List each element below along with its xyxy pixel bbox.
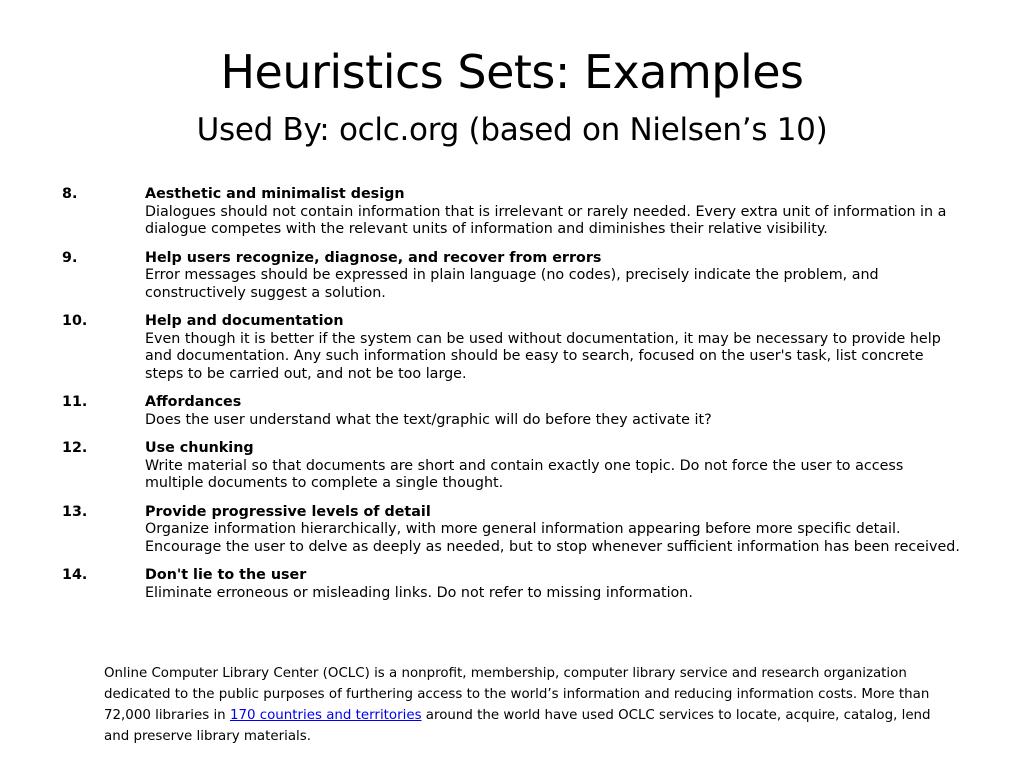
item-description: Error messages should be expressed in plain language (no codes), precisely indicate the problem, and constructively suggest a solution. — [145, 267, 879, 301]
list-item — [62, 313, 962, 383]
item-description: Dialogues should not contain information that is irrelevant or rarely needed. Every extra unit of information in a dialogue competes with the relevant units of information and diminishes their relative visibility. — [145, 203, 947, 237]
countries-link[interactable]: 170 countries and territories — [229, 708, 422, 723]
item-body — [145, 186, 962, 239]
list-item — [62, 250, 962, 303]
list-item — [62, 567, 962, 602]
item-description: Organize information hierarchically, with more general information appearing before more specific detail. Encourage the user to delve as deeply as needed, but to stop whenever sufficient information has been received. — [145, 521, 960, 555]
footnote-text-before: Online Computer Library Center (OCLC) is a nonprofit, membership, computer library service and research organization dedicated to the public purposes of furthering access to the world’s information and reducing information costs. More than 72,000 libraries in — [104, 666, 930, 723]
item-number: 9. — [62, 249, 78, 266]
item-description: Does the user understand what the text/graphic will do before they activate it? — [145, 411, 712, 428]
item-heading: Don't lie to the user — [145, 567, 307, 583]
list-item — [62, 394, 962, 429]
item-number: 11. — [62, 394, 88, 410]
item-description: Write material so that documents are short and contain exactly one topic. Do not force the user to access multiple documents to complete a single thought. — [145, 457, 904, 491]
item-heading: Use chunking — [145, 440, 254, 456]
list-item — [62, 504, 962, 557]
item-heading: Help users recognize, diagnose, and recover from errors — [145, 249, 602, 266]
item-heading: Provide progressive levels of detail — [145, 503, 431, 520]
oclc-footnote — [104, 663, 954, 747]
heuristics-list — [62, 186, 962, 613]
item-heading: Help and documentation — [145, 313, 344, 329]
slide-title: Heuristics Sets: Examples — [220, 45, 804, 99]
item-description: Even though it is better if the system can be used without documentation, it may be necessary to provide help and documentation. Any such information should be easy to search, focused on the user's task, list concrete steps to be carried out, and not be too large. — [145, 330, 941, 382]
item-body — [145, 250, 962, 303]
item-heading: Aesthetic and minimalist design — [145, 186, 405, 202]
list-item — [62, 440, 962, 493]
item-number: 10. — [62, 313, 88, 329]
item-body — [145, 394, 962, 429]
item-body — [145, 440, 962, 493]
footnote-text-after: around the world have used OCLC services to locate, acquire, catalog, lend and preserve library materials. — [104, 708, 931, 744]
item-body — [145, 567, 962, 602]
item-description: Eliminate erroneous or misleading links. Do not refer to missing information. — [145, 584, 693, 601]
slide-subtitle: Used By: oclc.org (based on Nielsen’s 10) — [196, 112, 828, 148]
item-body — [145, 504, 962, 557]
item-heading: Affordances — [145, 394, 242, 410]
item-number: 13. — [62, 503, 88, 520]
item-number: 8. — [62, 186, 78, 202]
list-item — [62, 186, 962, 239]
item-number: 14. — [62, 567, 88, 583]
item-number: 12. — [62, 440, 88, 456]
item-body — [145, 313, 962, 383]
